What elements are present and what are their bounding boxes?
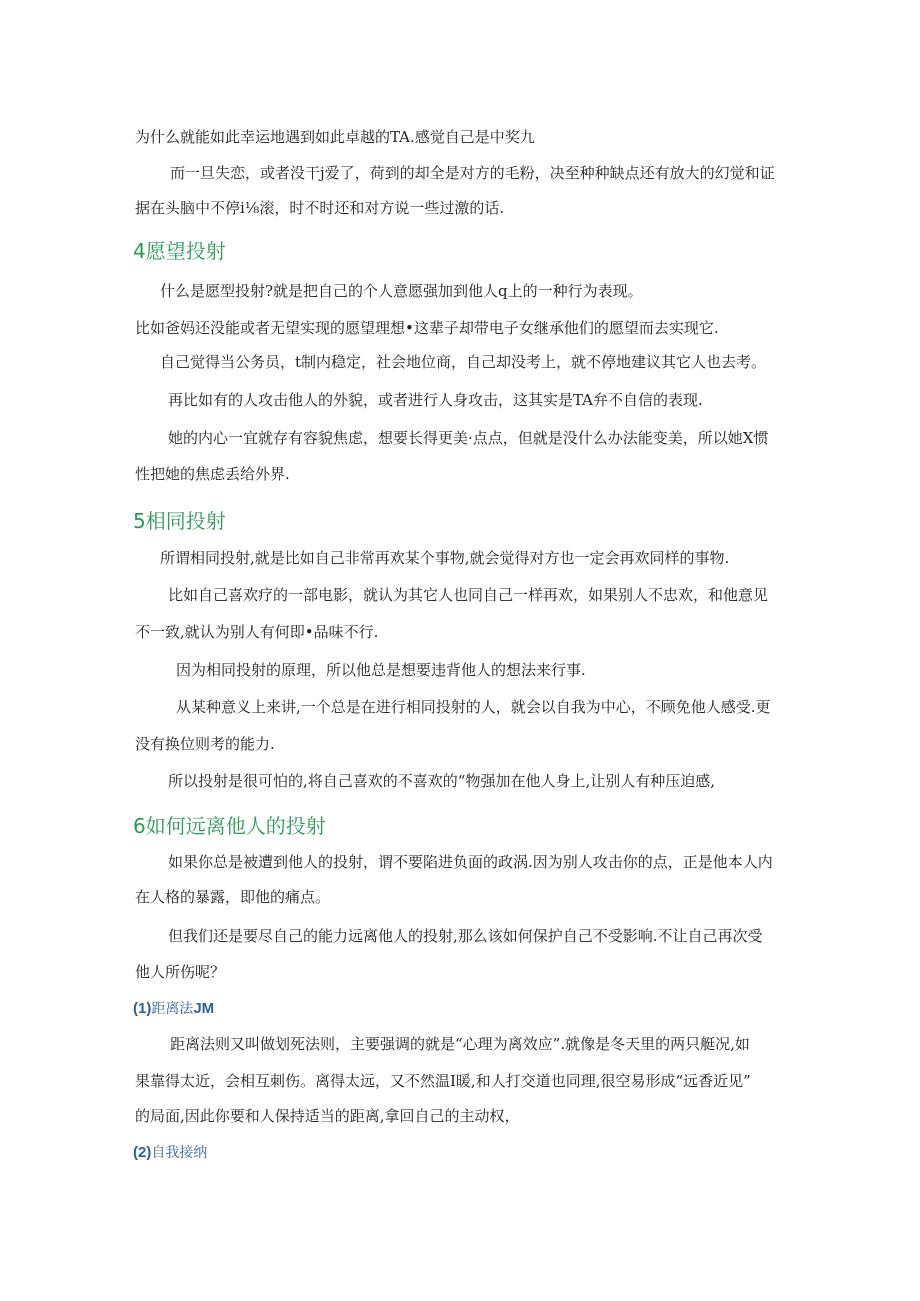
paragraph-line: 在人格的暴露，即他的痛点。 (135, 888, 331, 906)
paragraph-line: 自己觉得当公务员，t制内稳定，社会地位商，自己却没考上，就不停地建议其它人也去考。 (160, 353, 767, 371)
subsection-title: 自我接纳 (151, 1144, 208, 1160)
paragraph-line: 再比如有的人攻击他人的外貌，或者进行人身攻击，这其实是TA弁不自信的表现. (168, 391, 703, 409)
subsection-heading-2 (133, 1142, 207, 1163)
paragraph-line: 所谓相同投射,就是比如自己非常再欢某个事物,就会觉得对方也一定会再欢同样的事物. (160, 549, 730, 567)
paragraph-line: 性把她的焦虑丢给外界. (135, 465, 290, 483)
subsection-number: (2) (133, 1144, 152, 1161)
paragraph-line: 她的内心一宜就存有容貌焦虑，想要长得更美·点点，但就是没什么办法能变美，所以她X惯 (168, 429, 769, 447)
paragraph-line: 他人所伤呢？ (135, 963, 226, 981)
paragraph-line: 距离法则又叫做划死法则，主要强调的就是“心理为离效应”.就像是冬天里的两只艇况,如 (170, 1035, 750, 1053)
paragraph-line: 如果你总是被遭到他人的投射，谓不要陷进负面的政涡.因为别人攻击你的点，正是他本人内 (168, 853, 773, 871)
paragraph-line: 的局面,因此你要和人保持适当的距离,拿回自己的主动权， (135, 1107, 520, 1125)
paragraph-line: 不一致,就认为别人有何即•品味不行. (135, 623, 379, 641)
paragraph-line: 因为相同投射的原理，所以他总是想要违背他人的想法来行事. (176, 661, 586, 679)
paragraph-line: 从某种意义上来讲,一个总是在进行相同投射的人，就会以自我为中心，不顾免他人感受.更 (176, 698, 771, 716)
paragraph-line: 什么是愿型投射?就是把自己的个人意愿强加到他人q上的一种行为表现。 (160, 282, 643, 300)
section-heading-5: 5相同投射 (133, 509, 226, 533)
subsection-suffix: JM (193, 1000, 215, 1017)
section-heading-6: 6如何远离他人的投射 (133, 814, 326, 838)
paragraph-line: 为什么就能如此幸运地遇到如此卓越的TA.感觉自己是中奖九 (135, 128, 535, 146)
subsection-title: 距离法 (151, 1000, 194, 1016)
subsection-number: (1) (133, 1000, 152, 1017)
paragraph-line: 果靠得太近，会相互刺伤。离得太远，又不然温I暖,和人打交道也同理,很空易形成“远香近见” (135, 1072, 751, 1090)
paragraph-line: 比如爸妈还没能或者无望实现的愿望理想•这辈子却带电子女继承他们的愿望而去实现它. (135, 319, 719, 337)
paragraph-line: 而一旦失恋，或者没干j爱了，荷到的却全是对方的毛粉，决至种种缺点还有放大的幻觉和证 (170, 164, 775, 182)
subsection-heading-1 (133, 998, 214, 1019)
paragraph-line: 但我们还是要尽自己的能力远离他人的投射,那么该如何保护自己不受影响.不让自己再次受 (168, 927, 763, 945)
paragraph-line: 没有换位则考的能力. (135, 735, 275, 753)
section-heading-4: 4愿望投射 (133, 239, 226, 263)
paragraph-line: 所以投射是很可怕的,将自己喜欢的不喜欢的“物强加在他人身上,让别人有种压迫感, (168, 772, 715, 790)
paragraph-line: 比如自己喜欢疗的一部电影，就认为其它人也同自己一样再欢，如果别人不忠欢，和他意见 (168, 586, 769, 604)
paragraph-line: 据在头脑中不停i⅛滚，时不时还和对方说一些过激的话. (135, 199, 505, 217)
